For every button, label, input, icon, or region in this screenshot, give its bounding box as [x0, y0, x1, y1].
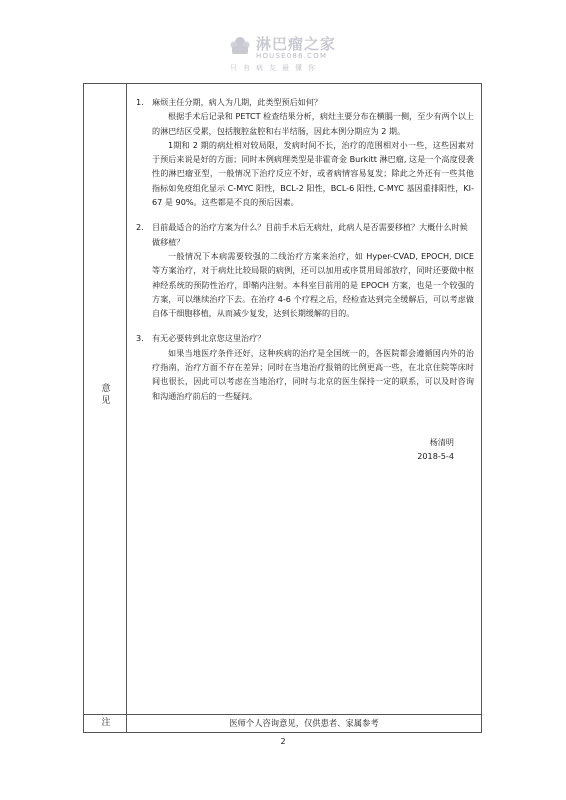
- opinion-content: [136, 92, 474, 403]
- opinion-label: 意 见: [101, 384, 111, 406]
- signature-date: 2018-5-4: [417, 451, 454, 461]
- watermark-url: HOUSE086.COM: [256, 52, 328, 60]
- doctor-signature: 杨清明: [429, 437, 454, 447]
- answer-paragraph: 如果当地医疗条件还好，这种疾病的治疗是全国统一的，各医院都会遵循国内外的治疗指南，治疗方面不存在差异；同时在当地治疗报销的比例更高一些，在北京住院等床时间也很长，因此可以考虑在当地治疗，同时与北京的医生保持一定的联系，可以及时咨询和沟通治疗前后的一些疑问。: [152, 347, 474, 401]
- question-text: 目前最适合的治疗方案为什么？目前手术后无病灶，此病人是否需要移植？大概什么时候做移植？: [152, 222, 468, 247]
- table-row-divider: [83, 714, 482, 715]
- answer-paragraph: 根据手术后记录和 PETCT 检查结果分析，病灶主要分布在横膈一侧，至少有两个以上的淋巴结区受累，包括腹腔盆腔和右半结肠，因此本例分期应为 2 期。: [152, 111, 474, 136]
- note-label: 注: [101, 718, 111, 728]
- watermark: [222, 30, 372, 76]
- question-2: [136, 220, 474, 249]
- question-text: 有无必要转到北京您这里治疗？: [152, 333, 266, 344]
- question-number: 2.: [136, 222, 144, 233]
- question-3: [136, 331, 474, 345]
- question-number: 1.: [136, 97, 144, 107]
- watermark-slogan: 只有病友最懂你: [230, 64, 321, 72]
- page-number: 2: [280, 737, 286, 746]
- footer-note: 医师个人咨询意见，仅供患者、家属参考: [229, 718, 379, 728]
- question-text: 麻烦主任分期，病人为几期，此类型预后如何？: [152, 97, 322, 107]
- answer-paragraph: 1期和 2 期的病灶相对较局限，发病时间不长，治疗的范围相对小一些，这些因素对于预后来说是好的方面；同时本例病理类型是非霍奇金 Burkitt 淋巴瘤, 这是一个高度侵袭性的淋巴瘤亚型，一般情况下治疗反应不好，或者病情容易复发；除此之外还有一些其他指标如免疫组化显示 C-MYC 阳性，BCL-2 阳性，BCL-6 阳性, C-MYC 基因重排阳性，KI-67 是 90%。这些都是不良的预后因素。: [152, 139, 474, 208]
- watermark-site-name: 淋巴瘤之家: [256, 35, 337, 53]
- answer-paragraph: 一般情况下本病需要较强的二线治疗方案来治疗，如 Hyper-CVAD, EPOCH, DICE 等方案治疗，对于病灶比较局限的病例，还可以加用或序贯用局部放疗，同时还要做中枢神经系统的预防性治疗，即鞘内注射。本科室目前用的是 EPOCH 方案，也是一个较强的方案，可以继续治疗下去。在治疗 4-6 个疗程之后，经检查达到完全缓解后，可以考虑做自体干细胞移植，从而减少复发，达到长期缓解的目的。: [152, 250, 474, 319]
- question-1: [136, 95, 474, 109]
- house-logo-icon: [228, 34, 252, 56]
- table-column-divider: [126, 83, 127, 733]
- question-number: 3.: [136, 333, 144, 344]
